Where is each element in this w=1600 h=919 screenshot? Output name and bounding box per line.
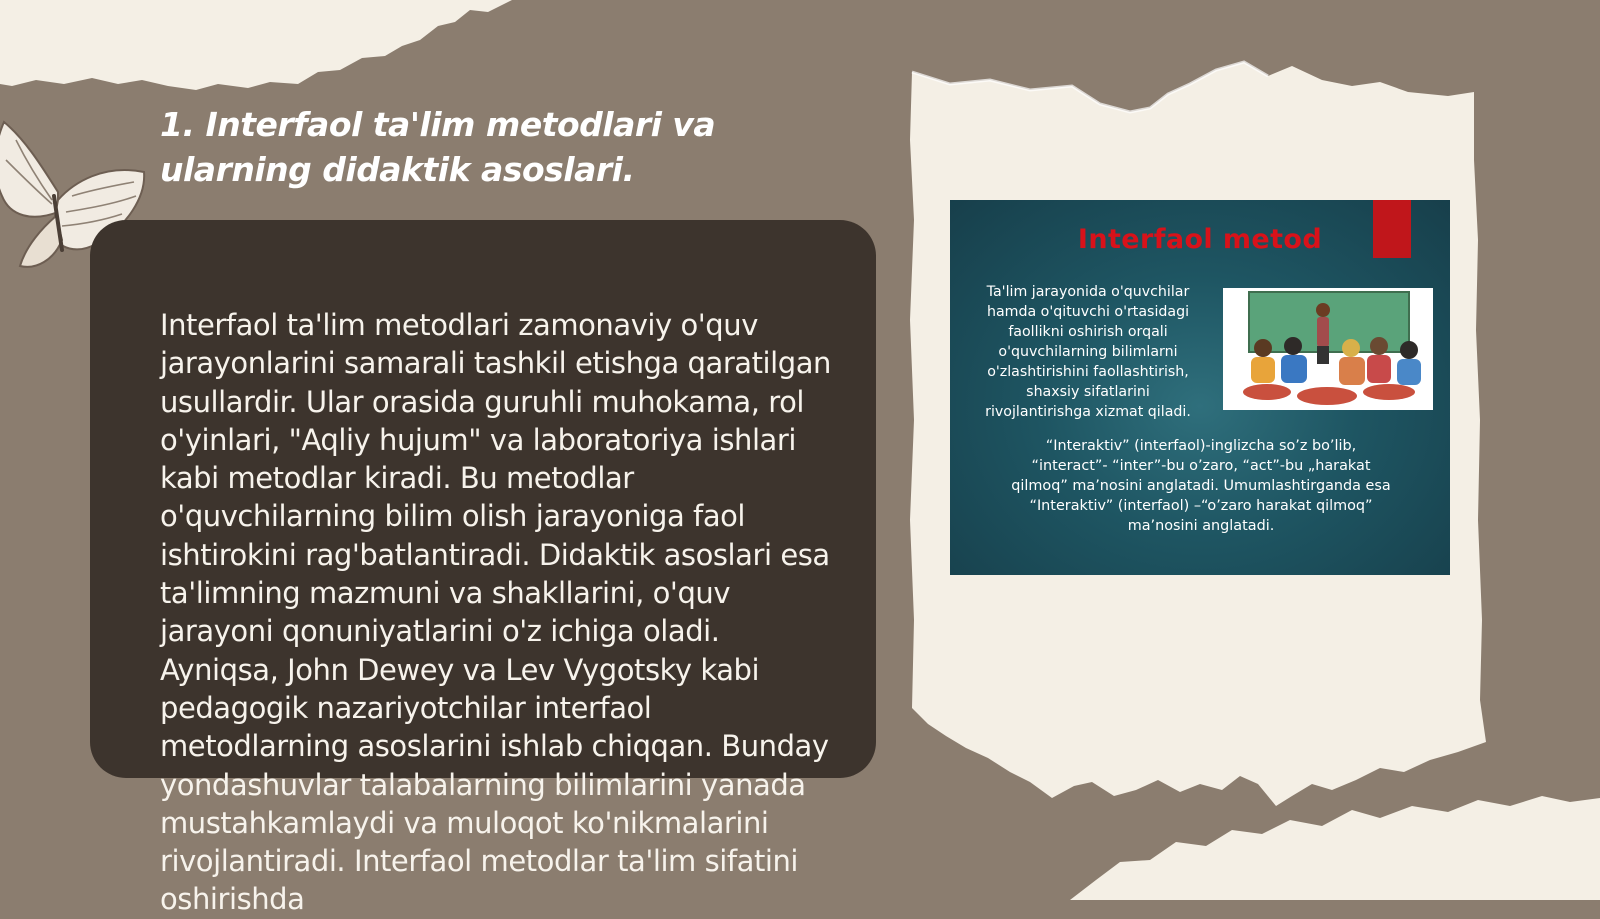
embedded-slide-note: “Interaktiv” (interfaol)-inglizcha so’z bo’lib, “interact”- “inter”-bu o’zaro, “act”-bu „harakat qilmoq” ma’nosini anglatadi. Umumlashtirganda esa “Interaktiv” (interfaol) –“o’zaro harakat qilmoq” ma’nosini anglatadi. <box>1011 438 1391 534</box>
embedded-slide-image <box>950 200 1450 575</box>
embedded-slide-title: Interfaol metod <box>1077 224 1323 255</box>
body-paragraph: Interfaol ta'lim metodlari zamonaviy o'quv jarayonlarini samarali tashkil etishga qaratilgan usullardir. Ular orasida guruhli muhokama, rol o'yinlari, "Aqliy hujum" va laboratoriya ishlari kabi metodlar kiradi. Bu metodlar o'quvchilarning bilim olish jarayoniga faol ishtirokini rag'batlantiradi. Didaktik asoslari esa ta'limning mazmuni va shakllarini, o'quv jarayoni qonuniyatlarini o'z ichiga oladi. Ayniqsa, John Dewey va Lev Vygotsky kabi pedagogik nazariyotchilar interfaol metodlarning asoslarini ishlab chiqqan. Bunday yondashuvlar talabalarning bilimlarini yanada mustahkamlaydi va muloqot ko'nikmalarini rivojlantiradi. Interfaol metodlar ta'lim sifatini oshirishda <box>160 308 831 917</box>
teacher-and-students-illustration <box>1223 288 1433 410</box>
slide-title: 1. Interfaol ta'lim metodlari va ularning didaktik asoslari. <box>160 105 716 189</box>
embedded-slide-description: Ta'lim jarayonida o'quvchilar hamda o'qituvchi o'rtasidagi faollikni oshirish orqali o'quvchilarning bilimlarni o'zlashtirishini faollashtirish, shaxsiy sifatlarini rivojlantirishga xizmat qiladi. <box>985 284 1191 420</box>
